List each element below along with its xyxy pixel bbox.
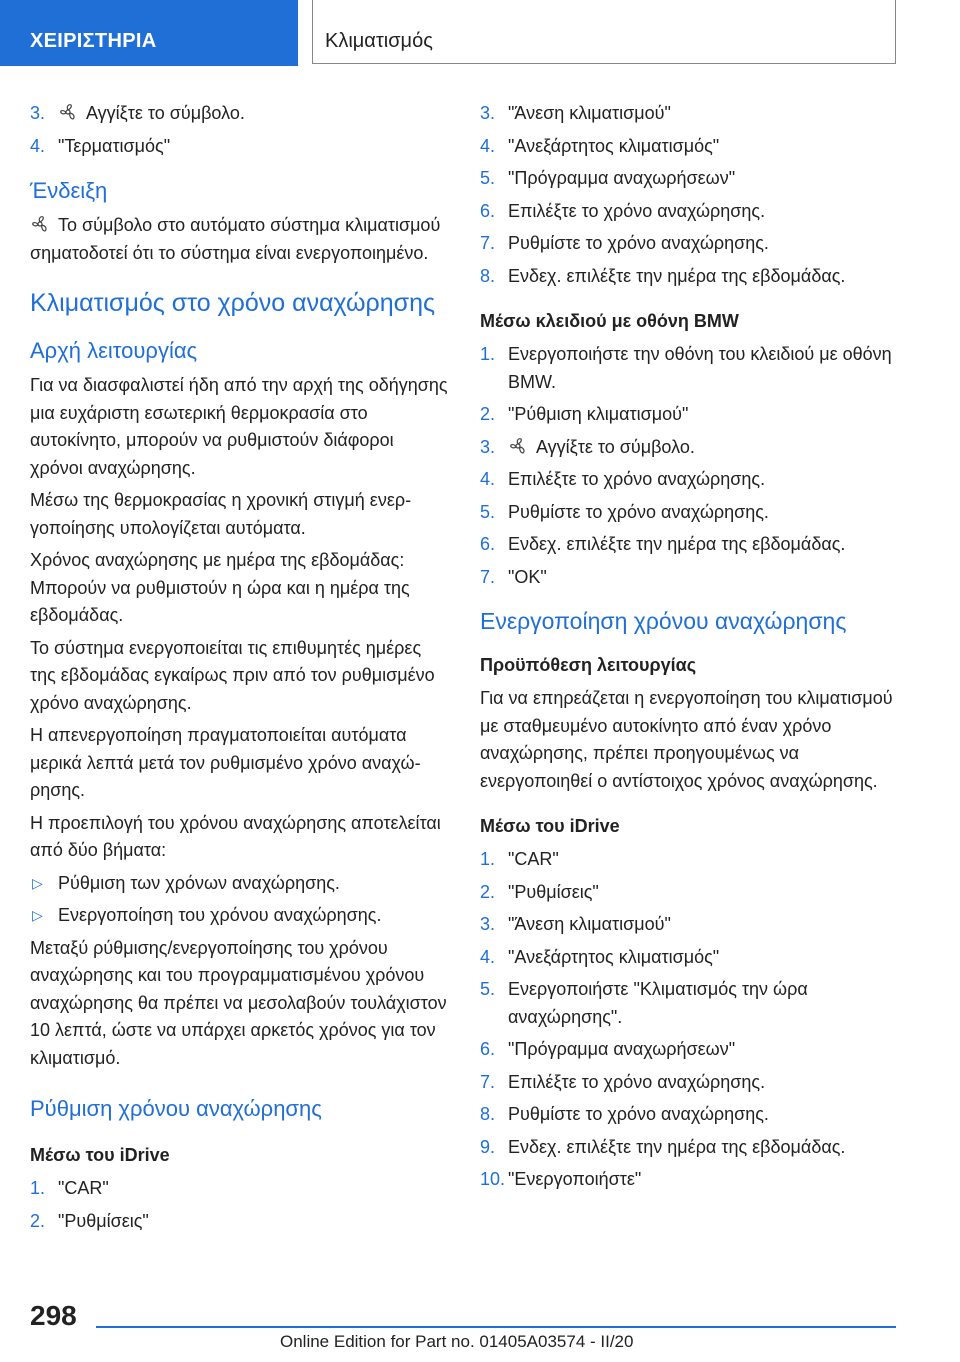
step-item <box>480 1101 900 1129</box>
step-number: 1. <box>480 344 496 364</box>
paragraph: Μεταξύ ρύθμισης/ενεργοποίησης του χρόνου αναχώρησης και του προγραμματισμένου χρόνου αναχώρησης θα πρέπει να μεσολαβούν τουλάχιστον 10 λεπτά, ώστε να υπάρχει αρκετός χρόνος για τον κλιματισμό. <box>30 937 447 1068</box>
activate-heading: Ενεργοποίηση χρόνου αναχώρησης <box>480 608 847 634</box>
step-number: 7. <box>480 566 496 587</box>
step-item <box>480 879 900 907</box>
step-text: "Ανεξάρτητος κλιματισμός" <box>508 135 720 156</box>
step-item <box>480 1069 900 1097</box>
paragraph: Το σύστημα ενεργοποιείται τις επιθυμητές ημέρες της εβδομάδας εγκαίρως πριν από τον ρυθμισμένο χρόνο αναχώρησης. <box>30 637 435 713</box>
step-number: 1. <box>480 849 496 869</box>
step-text: "Ανεξάρτητος κλιματισμός" <box>508 946 720 967</box>
step-text: Ενδεχ. επιλέξτε την ημέρα της εβδομάδας. <box>508 265 846 286</box>
step-item <box>480 531 900 559</box>
step-number: 2. <box>480 404 496 424</box>
fan-icon <box>30 214 50 232</box>
step-number: 4. <box>30 135 46 156</box>
step-number: 5. <box>480 979 496 999</box>
step-text: "Τερματισμός" <box>58 135 171 156</box>
step-number: 3. <box>480 436 496 457</box>
triangle-bullet-icon: ▷ <box>32 874 43 891</box>
step-number: 4. <box>480 135 496 156</box>
bullet-item <box>30 870 450 898</box>
step-number: 8. <box>480 1104 496 1124</box>
page-number: 298 <box>30 1300 77 1331</box>
step-item <box>480 944 900 972</box>
step-text: Ενεργοποιήστε "Κλιματισμός την ώρα αναχώρησης". <box>508 979 808 1027</box>
step-item <box>480 1036 900 1064</box>
page-header <box>0 0 960 66</box>
step-item <box>480 198 900 226</box>
step-text: Αγγίξτε το σύμβολο. <box>86 103 245 123</box>
step-item <box>480 466 900 494</box>
step-item <box>480 165 900 193</box>
step-text: "Ενεργοποιήστε" <box>508 1169 642 1189</box>
idrive-heading: Μέσω του iDrive <box>30 1145 170 1165</box>
step-text: "Πρόγραμμα αναχωρήσεων" <box>508 1039 736 1059</box>
step-text: "Άνεση κλιματισμού" <box>508 103 671 123</box>
step-number: 7. <box>480 233 496 253</box>
step-text: Αγγίξτε το σύμβολο. <box>536 436 695 457</box>
step-text: "CAR" <box>508 849 559 869</box>
step-number: 1. <box>30 1178 46 1198</box>
step-text: Ενδεχ. επιλέξτε την ημέρα της εβδομάδας. <box>508 1136 846 1157</box>
step-item <box>480 911 900 939</box>
bullet-item <box>30 902 450 930</box>
step-number: 3. <box>480 914 496 934</box>
step-text: "CAR" <box>58 1178 109 1198</box>
chapter-title: Κλιματισμός <box>312 0 896 64</box>
step-item <box>480 434 900 462</box>
paragraph: Μέσω της θερμοκρασίας η χρονική στιγμή ενεργοποίησης υπολογίζεται αυτόματα. <box>30 490 412 538</box>
step-text: "Ρυθμίσεις" <box>508 881 599 902</box>
step-item <box>480 1166 900 1194</box>
bullet-text: Ενεργοποίηση του χρόνου αναχώρησης. <box>58 905 382 925</box>
step-item <box>480 341 900 396</box>
step-number: 8. <box>480 265 496 286</box>
step-text: Επιλέξτε το χρόνο αναχώρησης. <box>508 469 766 489</box>
step-item <box>480 401 900 429</box>
step-item <box>480 499 900 527</box>
paragraph: Για να διασφαλιστεί ήδη από την αρχή της οδήγησης μια ευχάριστη εσωτερική θερμοκρασία στο αυτοκίνητο, μπορούν να ρυθμιστούν διάφοροι χρόνοι αναχώρησης. <box>30 375 448 478</box>
bullet-text: Ρύθμιση των χρόνων αναχώρησης. <box>58 872 340 893</box>
step-number: 7. <box>480 1071 496 1092</box>
step-item <box>480 133 900 161</box>
step-item <box>480 263 900 291</box>
right-column <box>480 100 900 1199</box>
paragraph: Η απενεργοποίηση πραγματοποιείται αυτόματα μερικά λεπτά μετά τον ρυθμισμένο χρόνο αναχώρησης. <box>30 725 421 800</box>
indicator-text: Το σύμβολο στο αυτόματο σύστημα κλιματισμού σηματοδοτεί ότι το σύστημα είναι ενεργοποιημένο. <box>30 215 441 263</box>
prereq-heading: Προϋπόθεση λειτουργίας <box>480 655 697 675</box>
step-number: 4. <box>480 469 496 489</box>
section-tab: ΧΕΙΡΙΣΤΗΡΙΑ <box>0 0 298 66</box>
left-column <box>30 100 450 1240</box>
step-text: "OK" <box>508 566 547 587</box>
step-number: 6. <box>480 200 496 221</box>
idrive-heading: Μέσω του iDrive <box>480 816 620 836</box>
indicator-heading: Ένδειξη <box>30 178 108 203</box>
step-text: Επιλέξτε το χρόνο αναχώρησης. <box>508 1071 766 1092</box>
step-item <box>30 1175 450 1203</box>
step-text: Ρυθμίστε το χρόνο αναχώρησης. <box>508 501 769 522</box>
step-item <box>480 976 900 1031</box>
step-item <box>30 1208 450 1236</box>
indicator-paragraph <box>30 212 450 267</box>
step-number: 6. <box>480 1039 496 1059</box>
step-item <box>480 564 900 592</box>
triangle-bullet-icon: ▷ <box>32 907 43 923</box>
step-text: Ενδεχ. επιλέξτε την ημέρα της εβδομάδας. <box>508 534 846 554</box>
step-text: "Ρυθμίσεις" <box>58 1210 149 1231</box>
step-number: 2. <box>480 881 496 902</box>
principle-heading: Αρχή λειτουργίας <box>30 338 198 363</box>
step-text: "Πρόγραμμα αναχωρήσεων" <box>508 168 736 188</box>
step-number: 6. <box>480 534 496 554</box>
step-text: Ενεργοποιήστε την οθόνη του κλειδιού με οθόνη BMW. <box>508 344 892 392</box>
step-number: 4. <box>480 946 496 967</box>
step-text: "Ρύθμιση κλιματισμού" <box>508 404 689 424</box>
step-item <box>480 846 900 874</box>
step-item <box>30 100 450 128</box>
main-heading: Κλιματισμός στο χρόνο αναχώρησης <box>30 289 436 317</box>
step-number: 3. <box>30 103 46 123</box>
step-item <box>480 230 900 258</box>
step-number: 5. <box>480 501 496 522</box>
edition-text: Online Edition for Part no. 01405A03574 - II/20 <box>280 1332 634 1351</box>
step-number: 2. <box>30 1210 46 1231</box>
step-number: 10. <box>480 1169 506 1189</box>
fan-icon <box>508 436 528 454</box>
prereq-paragraph: Για να επηρεάζεται η ενεργοποίηση του κλιματισμού με σταθμευμένο αυτοκίνητο από έναν χρόνο αναχώρησης, πρέπει προηγουμένως να ενεργοποιηθεί ο αντίστοιχος χρόνος αναχώρησης. <box>480 688 893 791</box>
step-number: 9. <box>480 1136 496 1157</box>
step-item <box>30 133 450 161</box>
setting-heading: Ρύθμιση χρόνου αναχώρησης <box>30 1096 322 1121</box>
paragraph: Η προεπιλογή του χρόνου αναχώρησης αποτελείται από δύο βήματα: <box>30 812 441 860</box>
step-text: Ρυθμίστε το χρόνο αναχώρησης. <box>508 1104 769 1124</box>
fan-icon <box>58 102 78 120</box>
step-item <box>480 100 900 128</box>
paragraph: Χρόνος αναχώρησης με ημέρα της εβδομάδας: Μπορούν να ρυθμιστούν η ώρα και η ημέρα της εβδομάδας. <box>30 550 410 625</box>
step-text: "Άνεση κλιματισμού" <box>508 914 671 934</box>
step-text: Επιλέξτε το χρόνο αναχώρησης. <box>508 200 766 221</box>
step-number: 5. <box>480 168 496 188</box>
step-number: 3. <box>480 103 496 123</box>
step-item <box>480 1134 900 1162</box>
key-heading: Μέσω κλειδιού με οθόνη BMW <box>480 311 739 331</box>
step-text: Ρυθμίστε το χρόνο αναχώρησης. <box>508 233 769 253</box>
footer-divider <box>96 1326 896 1328</box>
